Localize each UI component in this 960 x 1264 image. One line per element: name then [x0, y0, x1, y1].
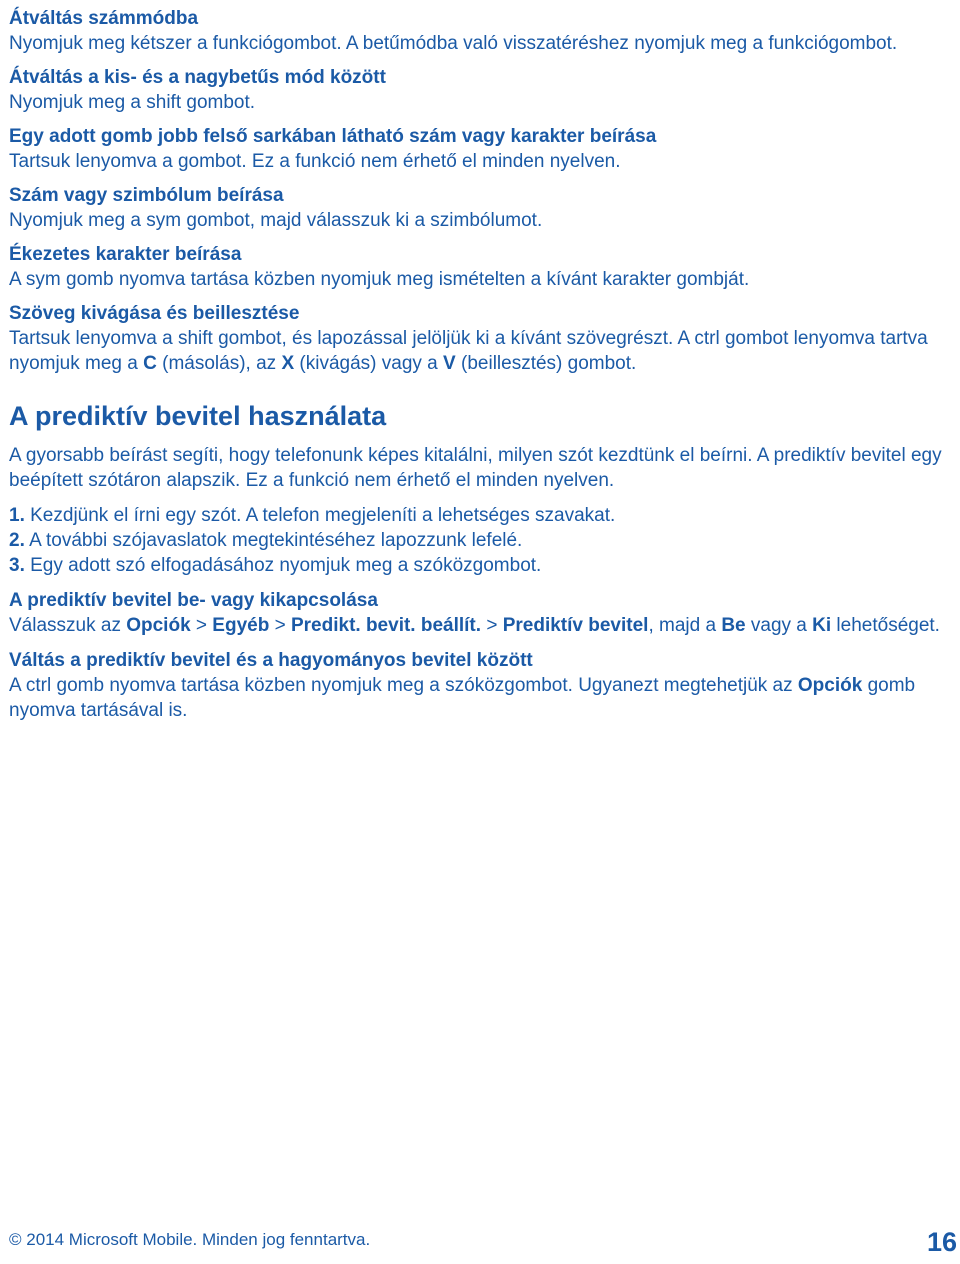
text-run: >: [269, 615, 291, 636]
section-heading: Váltás a prediktív bevitel és a hagyományos bevitel között: [9, 650, 533, 671]
text-run: (beillesztés) gombot.: [455, 353, 637, 374]
step-number: 1.: [9, 505, 25, 526]
predictive-intro: A gyorsabb beírást segíti, hogy telefonunk képes kitalálni, milyen szót kezdtünk el beírni. A prediktív bevitel egy beépített szótáron alapszik. Ez a funkció nem érhető el minden nyelven.: [9, 445, 942, 491]
section-corner-char: [9, 124, 954, 174]
section-accent: [9, 242, 954, 292]
step-text: A további szójavaslatok megtekintéséhez lapozzunk lefelé.: [24, 530, 523, 551]
text-run: lehetőséget.: [831, 615, 940, 636]
section-heading: Szöveg kivágása és beillesztése: [9, 303, 300, 324]
section-text: Tartsuk lenyomva a gombot. Ez a funkció nem érhető el minden nyelven.: [9, 151, 621, 172]
text-run: Válasszuk az: [9, 615, 127, 636]
section-heading: Átváltás a kis- és a nagybetűs mód között: [9, 67, 386, 88]
section-toggle-predictive: [9, 588, 954, 638]
step-text: Kezdjünk el írni egy szót. A telefon megjeleníti a lehetséges szavakat.: [24, 505, 616, 526]
option-on: Be: [721, 615, 746, 636]
key-v: V: [443, 353, 456, 374]
document-page: [9, 6, 954, 723]
predictive-section-title: A prediktív bevitel használata: [9, 401, 387, 431]
text-run: gomb nyomva tartásával is.: [9, 675, 916, 721]
page-number: 16: [926, 1227, 957, 1257]
footer-copyright: © 2014 Microsoft Mobile. Minden jog fenntartva.: [9, 1230, 371, 1249]
predictive-steps: [9, 503, 954, 578]
menu-options: Opciók: [797, 675, 863, 696]
text-run: vagy a: [745, 615, 813, 636]
section-symbol: [9, 183, 954, 233]
text-run: A ctrl gomb nyomva tartása közben nyomjuk meg a szóközgombot. Ugyanezt megtehetjük az: [9, 675, 798, 696]
menu-options: Opciók: [126, 615, 191, 636]
section-text: [9, 673, 954, 723]
section-text: [9, 326, 954, 376]
section-heading: A prediktív bevitel be- vagy kikapcsolása: [9, 590, 378, 611]
section-text: [9, 613, 954, 638]
step-item: [9, 503, 954, 528]
section-text: Nyomjuk meg a shift gombot.: [9, 92, 256, 113]
text-run: Tartsuk lenyomva a shift gombot, és lapozással jelöljük ki a kívánt szövegrészt. A ctrl gombot lenyomva tartva nyomjuk meg a: [9, 328, 928, 374]
step-number: 2.: [9, 530, 25, 551]
section-text: A sym gomb nyomva tartása közben nyomjuk meg ismételten a kívánt karakter gombját.: [9, 269, 750, 290]
step-text: Egy adott szó elfogadásához nyomjuk meg a szóközgombot.: [24, 555, 542, 576]
step-number: 3.: [9, 555, 25, 576]
text-run: >: [190, 615, 213, 636]
text-run: (kivágás) vagy a: [294, 353, 444, 374]
menu-predictive-input: Prediktív bevitel: [502, 615, 649, 636]
section-text: Nyomjuk meg kétszer a funkciógombot. A betűmódba való visszatéréshez nyomjuk meg a funkciógombot.: [9, 33, 898, 54]
text-run: , majd a: [648, 615, 722, 636]
section-heading: Átváltás számmódba: [9, 8, 199, 29]
section-text: Nyomjuk meg a sym gombot, majd válasszuk ki a szimbólumot.: [9, 210, 543, 231]
section-number-mode: [9, 6, 954, 56]
text-run: >: [481, 615, 503, 636]
menu-predictive-settings: Predikt. bevit. beállít.: [290, 615, 482, 636]
key-c: C: [143, 353, 157, 374]
section-switch-input: [9, 648, 954, 723]
step-item: [9, 528, 954, 553]
key-x: X: [281, 353, 295, 374]
menu-other: Egyéb: [212, 615, 270, 636]
section-cut-paste: [9, 301, 954, 376]
section-case-mode: [9, 65, 954, 115]
step-item: [9, 553, 954, 578]
text-run: (másolás), az: [156, 353, 282, 374]
section-heading: Ékezetes karakter beírása: [9, 244, 242, 265]
section-heading: Szám vagy szimbólum beírása: [9, 185, 284, 206]
section-heading: Egy adott gomb jobb felső sarkában látható szám vagy karakter beírása: [9, 126, 657, 147]
option-off: Ki: [812, 615, 832, 636]
